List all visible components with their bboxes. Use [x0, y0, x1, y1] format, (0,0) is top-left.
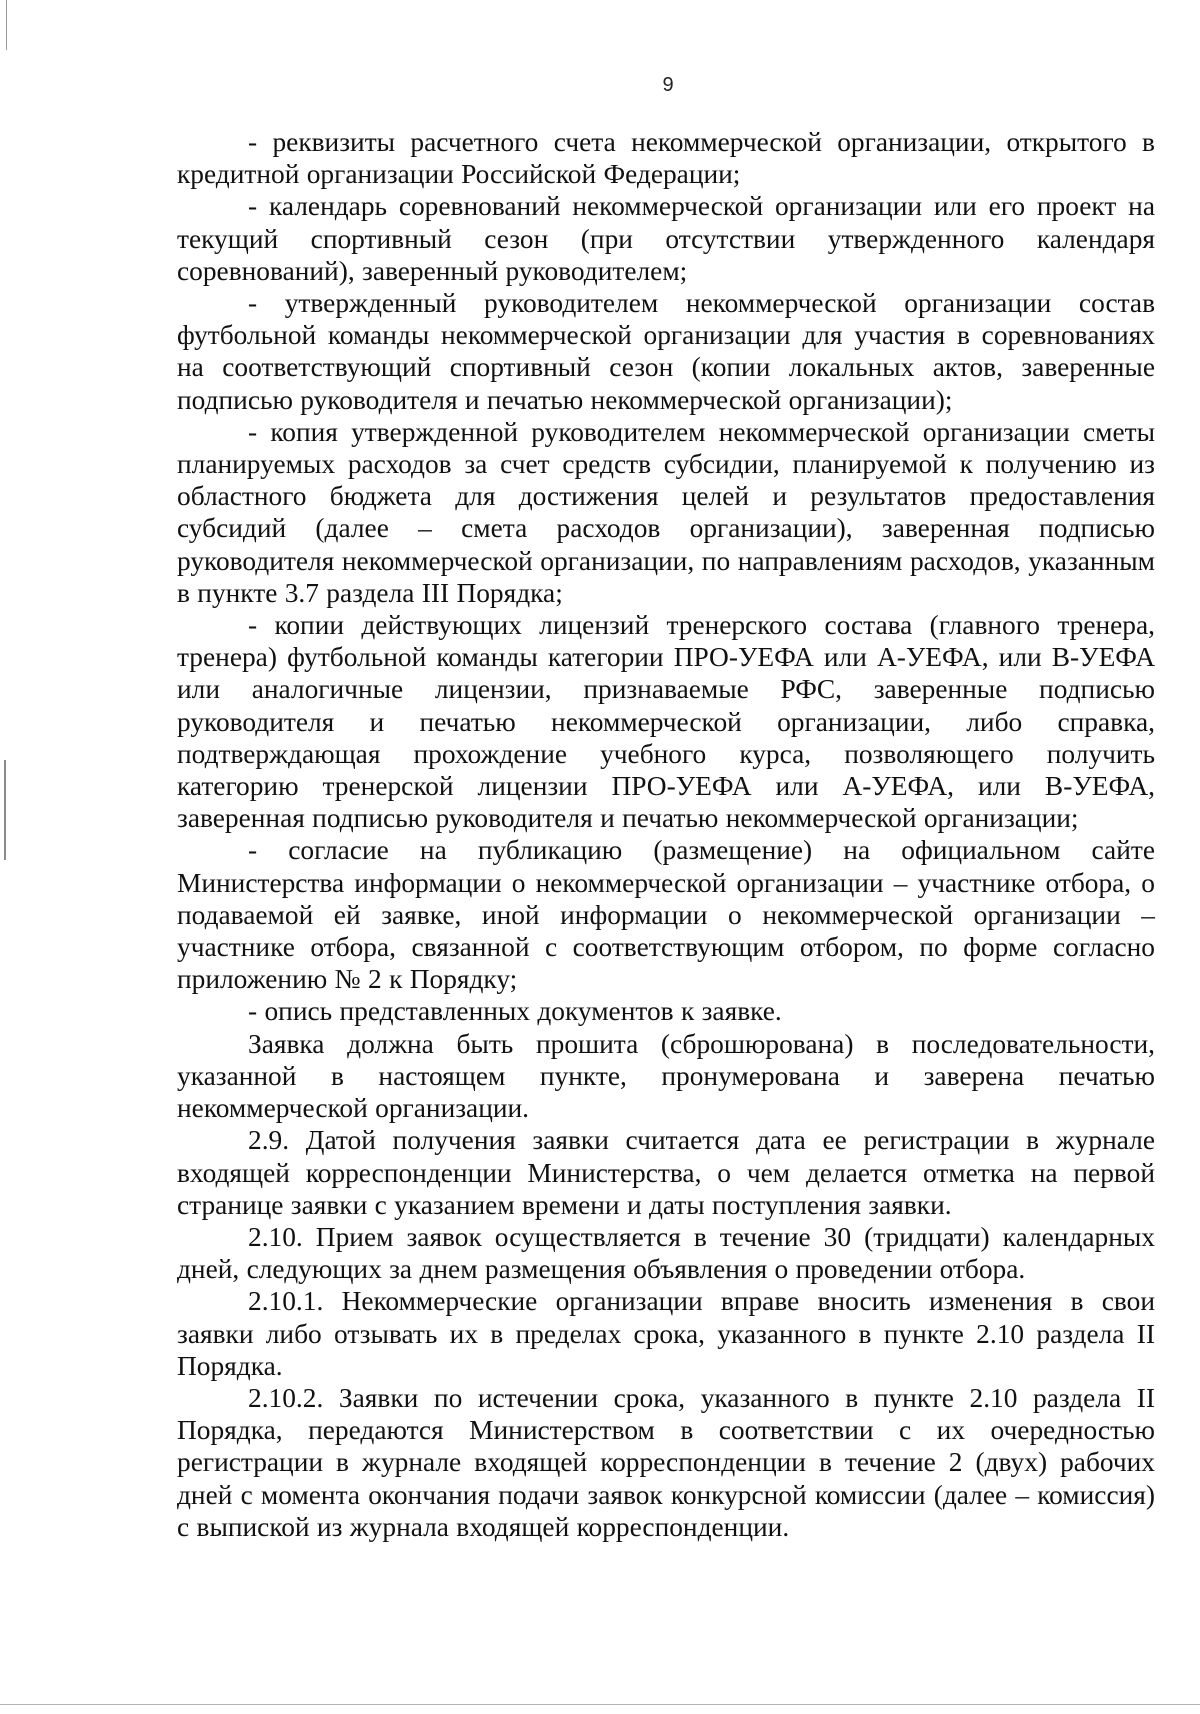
- page-number: 9: [662, 74, 674, 96]
- clause-2-10: 2.10. Прием заявок осуществляется в течение 30 (тридцати) календарных дней, следующих за днем размещения объявления о проведении отбора.: [177, 1221, 1155, 1285]
- clause-2-10-1: 2.10.1. Некоммерческие организации вправе вносить изменения в свои заявки либо отзывать их в пределах срока, указанного в пункте 2.10 раздела II Порядка.: [177, 1286, 1155, 1381]
- list-item-competition-calendar: - календарь соревнований некоммерческой организации или его проект на текущий спортивный сезон (при отсутствии утвержденного календаря соревнований), заверенный руководителем;: [177, 191, 1155, 286]
- list-item-team-roster: - утвержденный руководителем некоммерческой организации состав футбольной команды некоммерческой организации для участия в соревнованиях на соответствующий спортивный сезон (копии локальных актов, заверенные подписью руководителя и печатью некоммерческой организации);: [177, 288, 1155, 415]
- list-item-expense-estimate: - копия утвержденной руководителем некоммерческой организации сметы планируемых расходов за счет средств субсидии, планируемой к получению из областного бюджета для достижения целей и результатов предоставления субсидий (далее – смета расходов организации), заверенная подписью руководителя некоммерческой организации, по направлениям расходов, указанным в пункте 3.7 раздела III Порядка;: [177, 416, 1155, 608]
- list-item-publication-consent: - согласие на публикацию (размещение) на официальном сайте Министерства информации о некоммерческой организации – участнике отбора, о подаваемой ей заявке, иной информации о некоммерческой организации – участнике отбора, связанной с соответствующим отбором, по форме согласно приложению № 2 к Порядку;: [177, 835, 1155, 995]
- list-item-document-inventory: - опись представленных документов к заявке.: [248, 996, 782, 1027]
- list-item-bank-details: - реквизиты расчетного счета некоммерческой организации, открытого в кредитной организации Российской Федерации;: [177, 127, 1155, 190]
- scan-bottom-line: [0, 1704, 1200, 1705]
- clause-2-10-2: 2.10.2. Заявки по истечении срока, указанного в пункте 2.10 раздела II Порядка, передаются Министерством в соответствии с их очередностью регистрации в журнале входящей корреспонденции в течение 2 (двух) рабочих дней с момента окончания подачи заявок конкурсной комиссии (далее – комиссия) с выпиской из журнала входящей корреспонденции.: [177, 1382, 1155, 1542]
- scan-edge-mark: [4, 760, 6, 860]
- scan-edge-line: [6, 0, 7, 50]
- list-item-coach-licenses: - копии действующих лицензий тренерского состава (главного тренера, тренера) футбольной команды категории ПРО-УЕФА или А-УЕФА, или В-УЕФА или аналогичные лицензии, признаваемые РФС, заверенные подписью руководителя и печатью некоммерческой организации, либо справка, подтверждающая прохождение учебного курса, позволяющего получить категорию тренерской лицензии ПРО-УЕФА или А-УЕФА, или В-УЕФА, заверенная подписью руководителя и печатью некоммерческой организации;: [177, 610, 1155, 834]
- paragraph-application-binding: Заявка должна быть прошита (сброшюрована) в последовательности, указанной в настоящем пункте, пронумерована и заверена печатью некоммерческой организации.: [177, 1028, 1155, 1124]
- clause-2-9: 2.9. Датой получения заявки считается дата ее регистрации в журнале входящей корреспонденции Министерства, о чем делается отметка на первой странице заявки с указанием времени и даты поступления заявки.: [177, 1125, 1155, 1220]
- document-body: [177, 126, 1155, 1543]
